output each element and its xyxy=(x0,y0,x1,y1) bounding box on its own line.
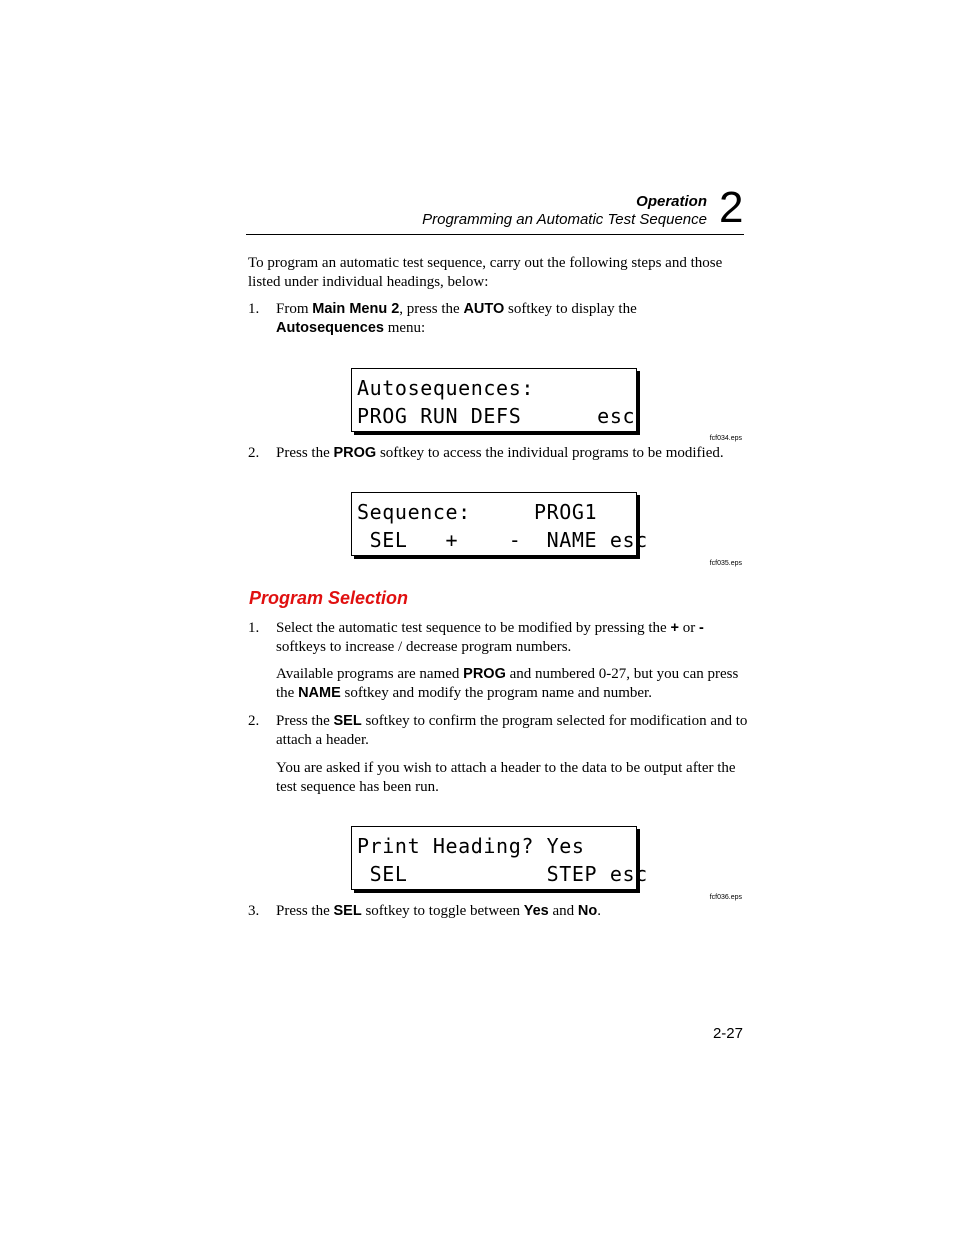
lcd-line-2: PROG RUN DEFS esc xyxy=(357,404,636,428)
text: Available programs are named xyxy=(276,666,464,682)
text: From xyxy=(276,301,313,317)
text: Select the automatic test sequence to be modified by pressing the xyxy=(276,620,671,636)
text: , press the xyxy=(399,301,464,317)
step-number: 1. xyxy=(248,301,260,317)
step-number: 1. xyxy=(248,620,260,636)
section-title: Programming an Automatic Test Sequence xyxy=(422,211,707,228)
chapter-number: 2 xyxy=(719,183,744,232)
text: Press the xyxy=(276,445,334,461)
text: . xyxy=(597,903,602,919)
page-number: 2-27 xyxy=(712,1025,743,1042)
keyword: PROG xyxy=(333,445,377,461)
text: softkey to toggle between xyxy=(361,903,524,919)
text: and numbered 0-27, but you can press the xyxy=(276,666,739,701)
step-number: 3. xyxy=(248,903,260,919)
text: and xyxy=(548,903,578,919)
lcd-line-2: SEL STEP esc xyxy=(357,862,648,886)
lcd-line-1: Print Heading? Yes xyxy=(357,834,585,858)
lcd-line-1: Sequence: PROG1 xyxy=(357,500,598,524)
keyword: No xyxy=(577,903,598,919)
step-text xyxy=(276,712,748,750)
chapter-title: Operation xyxy=(636,193,707,210)
keyword: NAME xyxy=(298,685,341,701)
step-number: 2. xyxy=(248,713,260,729)
figure-label: fcf035.eps xyxy=(709,560,742,567)
text: softkeys to increase / decrease program numbers. xyxy=(276,639,572,655)
step-number: 2. xyxy=(248,445,260,461)
step-text xyxy=(276,619,748,657)
keyword: PROG xyxy=(463,666,506,682)
lcd-line-1: Autosequences: xyxy=(357,376,534,400)
step-text xyxy=(276,902,748,921)
paragraph-text xyxy=(276,665,748,703)
keyword: Yes xyxy=(523,903,549,919)
section-heading: Program Selection xyxy=(249,588,409,608)
keyword: - xyxy=(698,620,704,636)
lcd-display-sequence xyxy=(351,492,648,556)
lcd-display-print-heading xyxy=(351,826,648,890)
intro-paragraph: To program an automatic test sequence, carry out the following steps and those listed under individual headings, below: xyxy=(248,255,723,290)
header-rule xyxy=(246,234,744,235)
keyword: Main Menu 2 xyxy=(312,301,400,317)
step-text xyxy=(276,300,748,338)
keyword: SEL xyxy=(333,713,362,729)
figure-label: fcf036.eps xyxy=(709,894,742,901)
text: softkey to access the individual programs to be modified. xyxy=(376,445,724,461)
text: softkey to display the xyxy=(504,301,637,317)
text: Press the xyxy=(276,713,334,729)
text: Press the xyxy=(276,903,334,919)
keyword: Autosequences xyxy=(276,320,384,336)
keyword: AUTO xyxy=(463,301,505,317)
text: menu: xyxy=(383,320,426,336)
keyword: SEL xyxy=(333,903,362,919)
text: softkey and modify the program name and number. xyxy=(340,685,652,701)
step-text xyxy=(276,444,748,463)
text: or xyxy=(678,620,699,636)
keyword: + xyxy=(670,620,679,636)
text: softkey to confirm the program selected for modification and to attach a header. xyxy=(276,713,748,748)
lcd-display-autosequences xyxy=(351,368,637,432)
lcd-line-2: SEL + - NAME esc xyxy=(357,528,648,552)
paragraph-text: You are asked if you wish to attach a header to the data to be output after the test sequence has been run. xyxy=(276,760,736,795)
figure-label: fcf034.eps xyxy=(709,435,742,442)
